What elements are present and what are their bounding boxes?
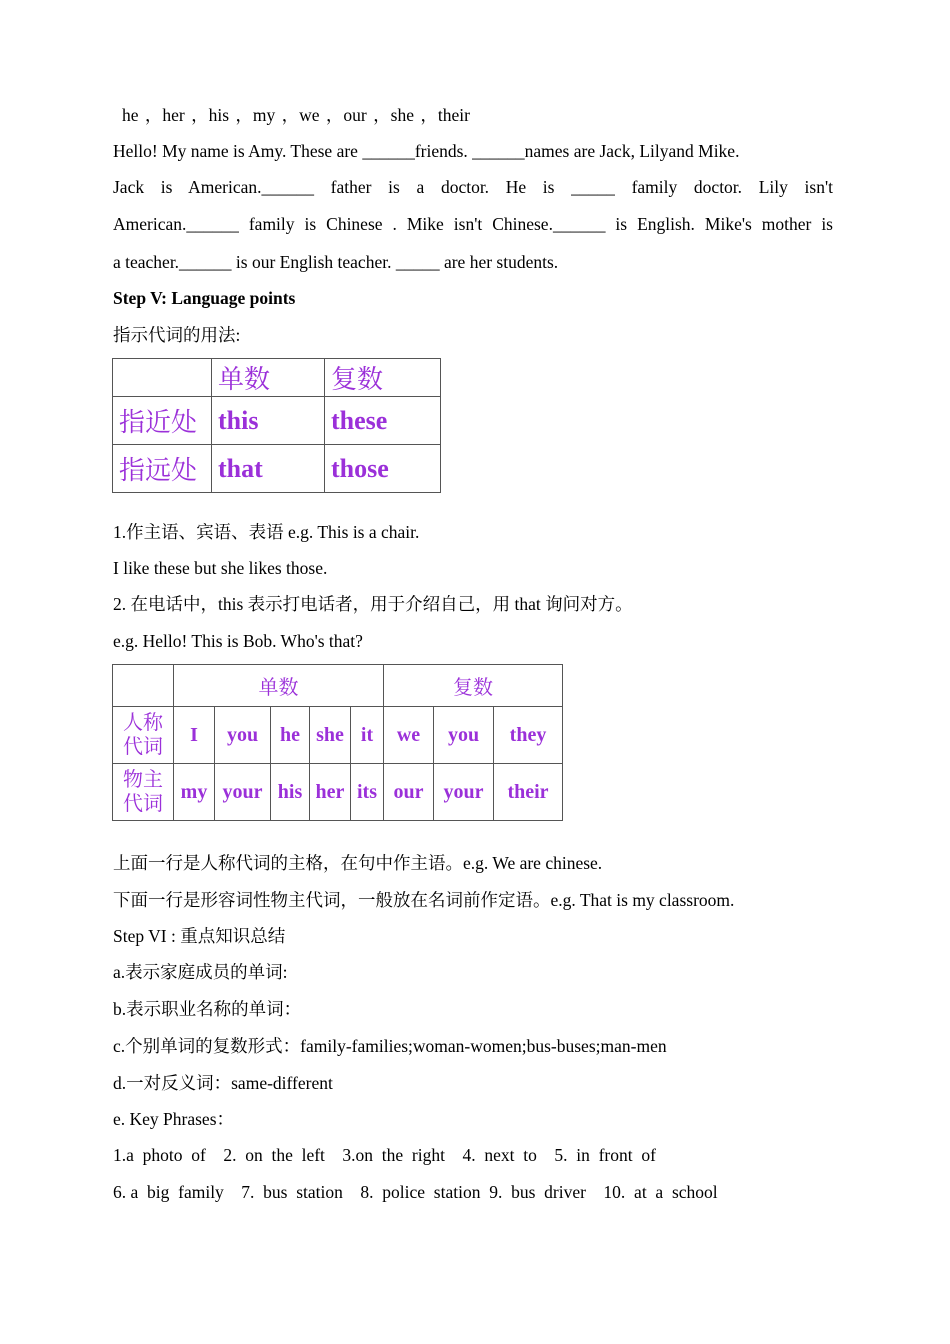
summary-item-d: d.一对反义词：same-different [113, 1073, 333, 1093]
summary-item-a: a.表示家庭成员的单词: [113, 962, 288, 982]
word-bank: he ，her ，his ，my ，we ，our ，she ，their [122, 105, 470, 125]
explanation-2: 下面一行是形容词性物主代词，一般放在名词前作定语。e.g. That is my classroom. [113, 890, 735, 910]
step6-heading: Step VI : 重点知识总结 [113, 926, 286, 946]
note-2: I like these but she likes those. [113, 558, 328, 578]
summary-item-c: c.个别单词的复数形式：family-families;woman-women;bus-buses;man-men [113, 1036, 667, 1056]
note-3: 2. 在电话中，this 表示打电话者，用于介绍自己，用 that 询问对方。 [113, 594, 633, 614]
table-row [113, 764, 563, 821]
row-label-line: 人称 [123, 712, 163, 734]
row-label-far: 指远处 [113, 445, 212, 493]
table-row [113, 445, 441, 493]
pronoun-cell: your [434, 764, 494, 821]
summary-item-e: e. Key Phrases： [113, 1109, 235, 1129]
row-label-line: 代词 [123, 736, 163, 758]
pronoun-table [112, 664, 563, 821]
table-corner-cell [113, 665, 174, 707]
pronoun-cell: their [494, 764, 563, 821]
group-plural: 复数 [384, 665, 563, 707]
pronoun-cell: its [351, 764, 384, 821]
pronoun-cell: they [494, 707, 563, 764]
pronoun-cell: it [351, 707, 384, 764]
key-phrases-line-1: 1.a photo of 2. on the left 3.on the right 4. next to 5. in front of [113, 1145, 656, 1165]
cell-those: those [325, 445, 441, 493]
table-row [113, 707, 563, 764]
pronoun-cell: you [215, 707, 271, 764]
passage-line-2: Jack is American.______ father is a doctor. He is _____ family doctor. Lily isn't [113, 177, 833, 197]
pronoun-cell: my [174, 764, 215, 821]
header-singular: 单数 [212, 359, 325, 397]
row-label-near: 指近处 [113, 397, 212, 445]
row-label-line: 物主 [123, 769, 163, 791]
demonstratives-intro: 指示代词的用法: [113, 325, 241, 345]
pronoun-cell: your [215, 764, 271, 821]
table-row [113, 397, 441, 445]
passage-line-3: American.______ family is Chinese . Mike isn't Chinese.______ is English. Mike's mother is [113, 214, 833, 234]
summary-item-b: b.表示职业名称的单词： [113, 999, 302, 1019]
pronoun-cell: I [174, 707, 215, 764]
pronoun-cell: he [271, 707, 310, 764]
pronoun-cell: you [434, 707, 494, 764]
cell-that: that [212, 445, 325, 493]
pronoun-cell: our [384, 764, 434, 821]
pronoun-cell: she [310, 707, 351, 764]
header-plural: 复数 [325, 359, 441, 397]
demonstratives-table [112, 358, 441, 493]
passage-line-1: Hello! My name is Amy. These are ______friends. ______names are Jack, Lilyand Mike. [113, 141, 740, 161]
pronoun-cell: his [271, 764, 310, 821]
group-singular: 单数 [174, 665, 384, 707]
pronoun-cell: her [310, 764, 351, 821]
passage-line-4: a teacher.______ is our English teacher. _____ are her students. [113, 252, 559, 272]
pronoun-cell: we [384, 707, 434, 764]
cell-this: this [212, 397, 325, 445]
table-corner-cell [113, 359, 212, 397]
explanation-1: 上面一行是人称代词的主格，在句中作主语。e.g. We are chinese. [113, 853, 603, 873]
note-1: 1.作主语、宾语、表语 e.g. This is a chair. [113, 522, 420, 542]
key-phrases-line-2: 6. a big family 7. bus station 8. police station 9. bus driver 10. at a school [113, 1182, 718, 1202]
row-label-possessive [113, 764, 174, 821]
row-label-personal [113, 707, 174, 764]
row-label-line: 代词 [123, 793, 163, 815]
note-4: e.g. Hello! This is Bob. Who's that? [113, 631, 363, 651]
cell-these: these [325, 397, 441, 445]
step5-heading: Step V: Language points [113, 288, 296, 308]
